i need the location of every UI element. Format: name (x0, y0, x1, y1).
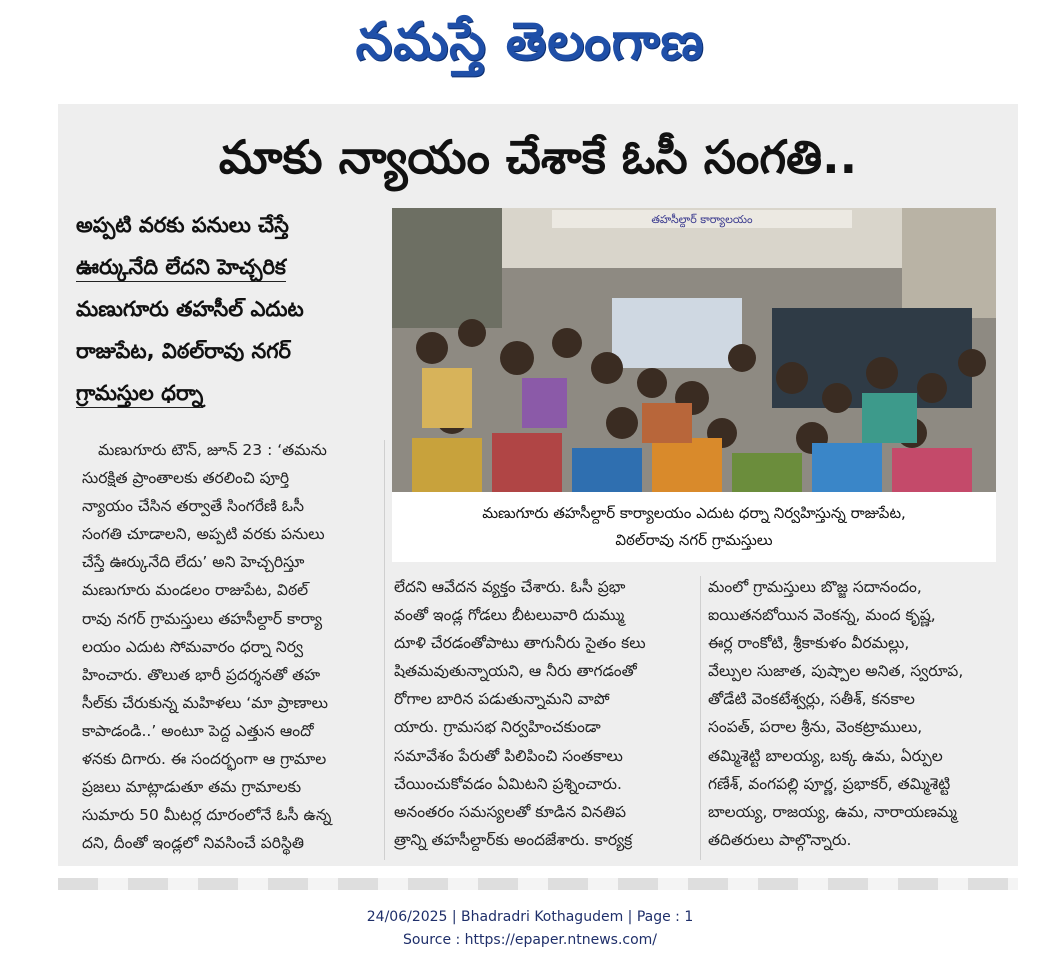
body-line: సీల్‌కు చేరుకున్న మహిళలు ‘మా ప్రాణాలు (82, 693, 328, 712)
article-column-3 (708, 573, 1004, 854)
newspaper-masthead: నమస్తే తెలంగాణ (355, 11, 705, 72)
subheading-line (76, 246, 376, 288)
column-divider (700, 576, 701, 860)
subheading-line: రాజుపేట, విఠల్‌రావు నగర్ (76, 339, 291, 363)
body-line: దని, దీంతో ఇండ్లలో నివసించే పరిస్థితి (82, 834, 304, 853)
caption-line: మణుగూరు తహసీల్దార్ కార్యాలయం ఎదుట ధర్నా నిర్వహిస్తున్న రాజుపేట, (482, 504, 906, 522)
subheading-line: మణుగూరు తహసీల్ ఎదుట (76, 297, 304, 321)
protest-photo-graphic (392, 208, 996, 492)
body-line: లయం ఎదుట సోమవారం ధర్నా నిర్వ (82, 637, 304, 656)
body-line: తోడేటి వెంకటేశ్వర్లు, సతీశ్, కనకాల (708, 690, 915, 709)
body-line: సమావేశం పేరుతో పిలిపించి సంతకాలు (394, 746, 623, 765)
body-line: తమ్మిశెట్టి బాలయ్య, బక్క ఉమ, ఏర్పుల (708, 746, 943, 765)
body-line: చేయించుకోవడం ఏమిటని ప్రశ్నించారు. (394, 774, 622, 793)
body-line: ళనకు దిగారు. ఈ సందర్భంగా ఆ గ్రామాల (82, 750, 327, 769)
body-line: రోగాల బారిన పడుతున్నామని వాపో (394, 690, 610, 709)
body-line: దూళి చేరడంతోపాటు తాగునీరు సైతం కలు (394, 634, 646, 653)
edition-info: 24/06/2025 | Bhadradri Kothagudem | Page : 1 (366, 909, 694, 925)
body-line: కాపాడండి..’ అంటూ పెద్ద ఎత్తున ఆందో (82, 721, 314, 740)
subheading-text: ఊర్కునేది లేదని హెచ్చరిక (76, 255, 286, 282)
body-line: గణేశ్, వంగపల్లి పూర్ణ, ప్రభాకర్, తమ్మిశెట్టి (708, 774, 951, 793)
photo-caption (392, 492, 996, 562)
body-line: మంలో గ్రామస్తులు బొజ్జ సదానందం, (708, 578, 922, 596)
body-line: ఈర్ల రాంకోటి, శ్రీకాకుళం వీరమల్లు, (708, 634, 910, 653)
body-line: వేల్పుల సుజాత, పుష్పాల అనిత, స్వరూప, (708, 662, 964, 681)
body-line: ఐయితనబోయిన వెంకన్న, మంద కృష్ణ, (708, 606, 936, 625)
article-headline: మాకు న్యాయం చేశాకే ఓసీ సంగతి.. (218, 130, 858, 184)
body-line: తదితరులు పాల్గొన్నారు. (708, 830, 852, 849)
subheading-line (76, 372, 376, 414)
body-line: రావు నగర్ గ్రామస్తులు తహసీల్దార్ కార్యా (82, 609, 323, 628)
body-line: అనంతరం సమస్యలతో కూడిన వినతిప (394, 802, 627, 821)
subheading-line: అప్పటి వరకు పనులు చేస్తే (76, 213, 289, 237)
article-column-2 (394, 573, 690, 854)
body-line: వంతో ఇండ్ల గోడలు బీటలువారి దుమ్ము (394, 606, 625, 625)
body-line: సురక్షిత ప్రాంతాలకు తరలించి పూర్తి (82, 469, 290, 488)
article-subheadings (76, 204, 376, 414)
body-line: లేదని ఆవేదన వ్యక్తం చేశారు. ఓసీ ప్రభా (394, 578, 626, 596)
body-line: యారు. గ్రామసభ నిర్వహించకుండా (394, 718, 601, 737)
body-line: సుమారు 50 మీటర్ల దూరంలోనే ఓసీ ఉన్న (82, 806, 332, 825)
body-line: హించారు. తొలుత భారీ ప్రదర్శనతో తహ (82, 665, 321, 684)
body-line: మణుగూరు మండలం రాజుపేట, విఠల్ (82, 581, 309, 600)
caption-line: విఠల్‌రావు నగర్ గ్రామస్తులు (615, 531, 773, 549)
body-line: చేస్తే ఊర్కునేది లేదు’ అని హెచ్చరిస్తూ (82, 553, 305, 572)
body-line: సంపత్, పరాల శ్రీను, వెంకట్రాములు, (708, 718, 923, 737)
body-line: త్రాన్ని తహసీల్దార్‌కు అందజేశారు. కార్యక్ర (394, 830, 633, 849)
body-line: ప్రజలు మాట్లాడుతూ తమ గ్రామాలకు (82, 778, 302, 797)
body-line: మణుగూరు టౌన్, జూన్ 23 : ‘తమను (98, 441, 327, 459)
body-line: షితమవుతున్నాయని, ఆ నీరు తాగడంతో (394, 662, 637, 681)
body-line: బాలయ్య, రాజయ్య, ఉమ, నారాయణమ్మ (708, 802, 957, 821)
subheading-text: గ్రామస్తుల ధర్నా (76, 381, 203, 408)
column-divider (384, 440, 385, 860)
source-link[interactable]: Source : https://epaper.ntnews.com/ (402, 932, 658, 948)
body-line: సంగతి చూడాలని, అప్పటి వరకు పనులు (82, 525, 325, 544)
svg-text:తహసీల్దార్ కార్యాలయం: తహసీల్దార్ కార్యాలయం (651, 213, 753, 226)
body-line: న్యాయం చేసిన తర్వాతే సింగరేణి ఓసీ (82, 497, 304, 516)
clipped-next-article-edge (58, 878, 1018, 890)
protest-photo (392, 208, 996, 492)
article-column-1 (82, 436, 372, 857)
